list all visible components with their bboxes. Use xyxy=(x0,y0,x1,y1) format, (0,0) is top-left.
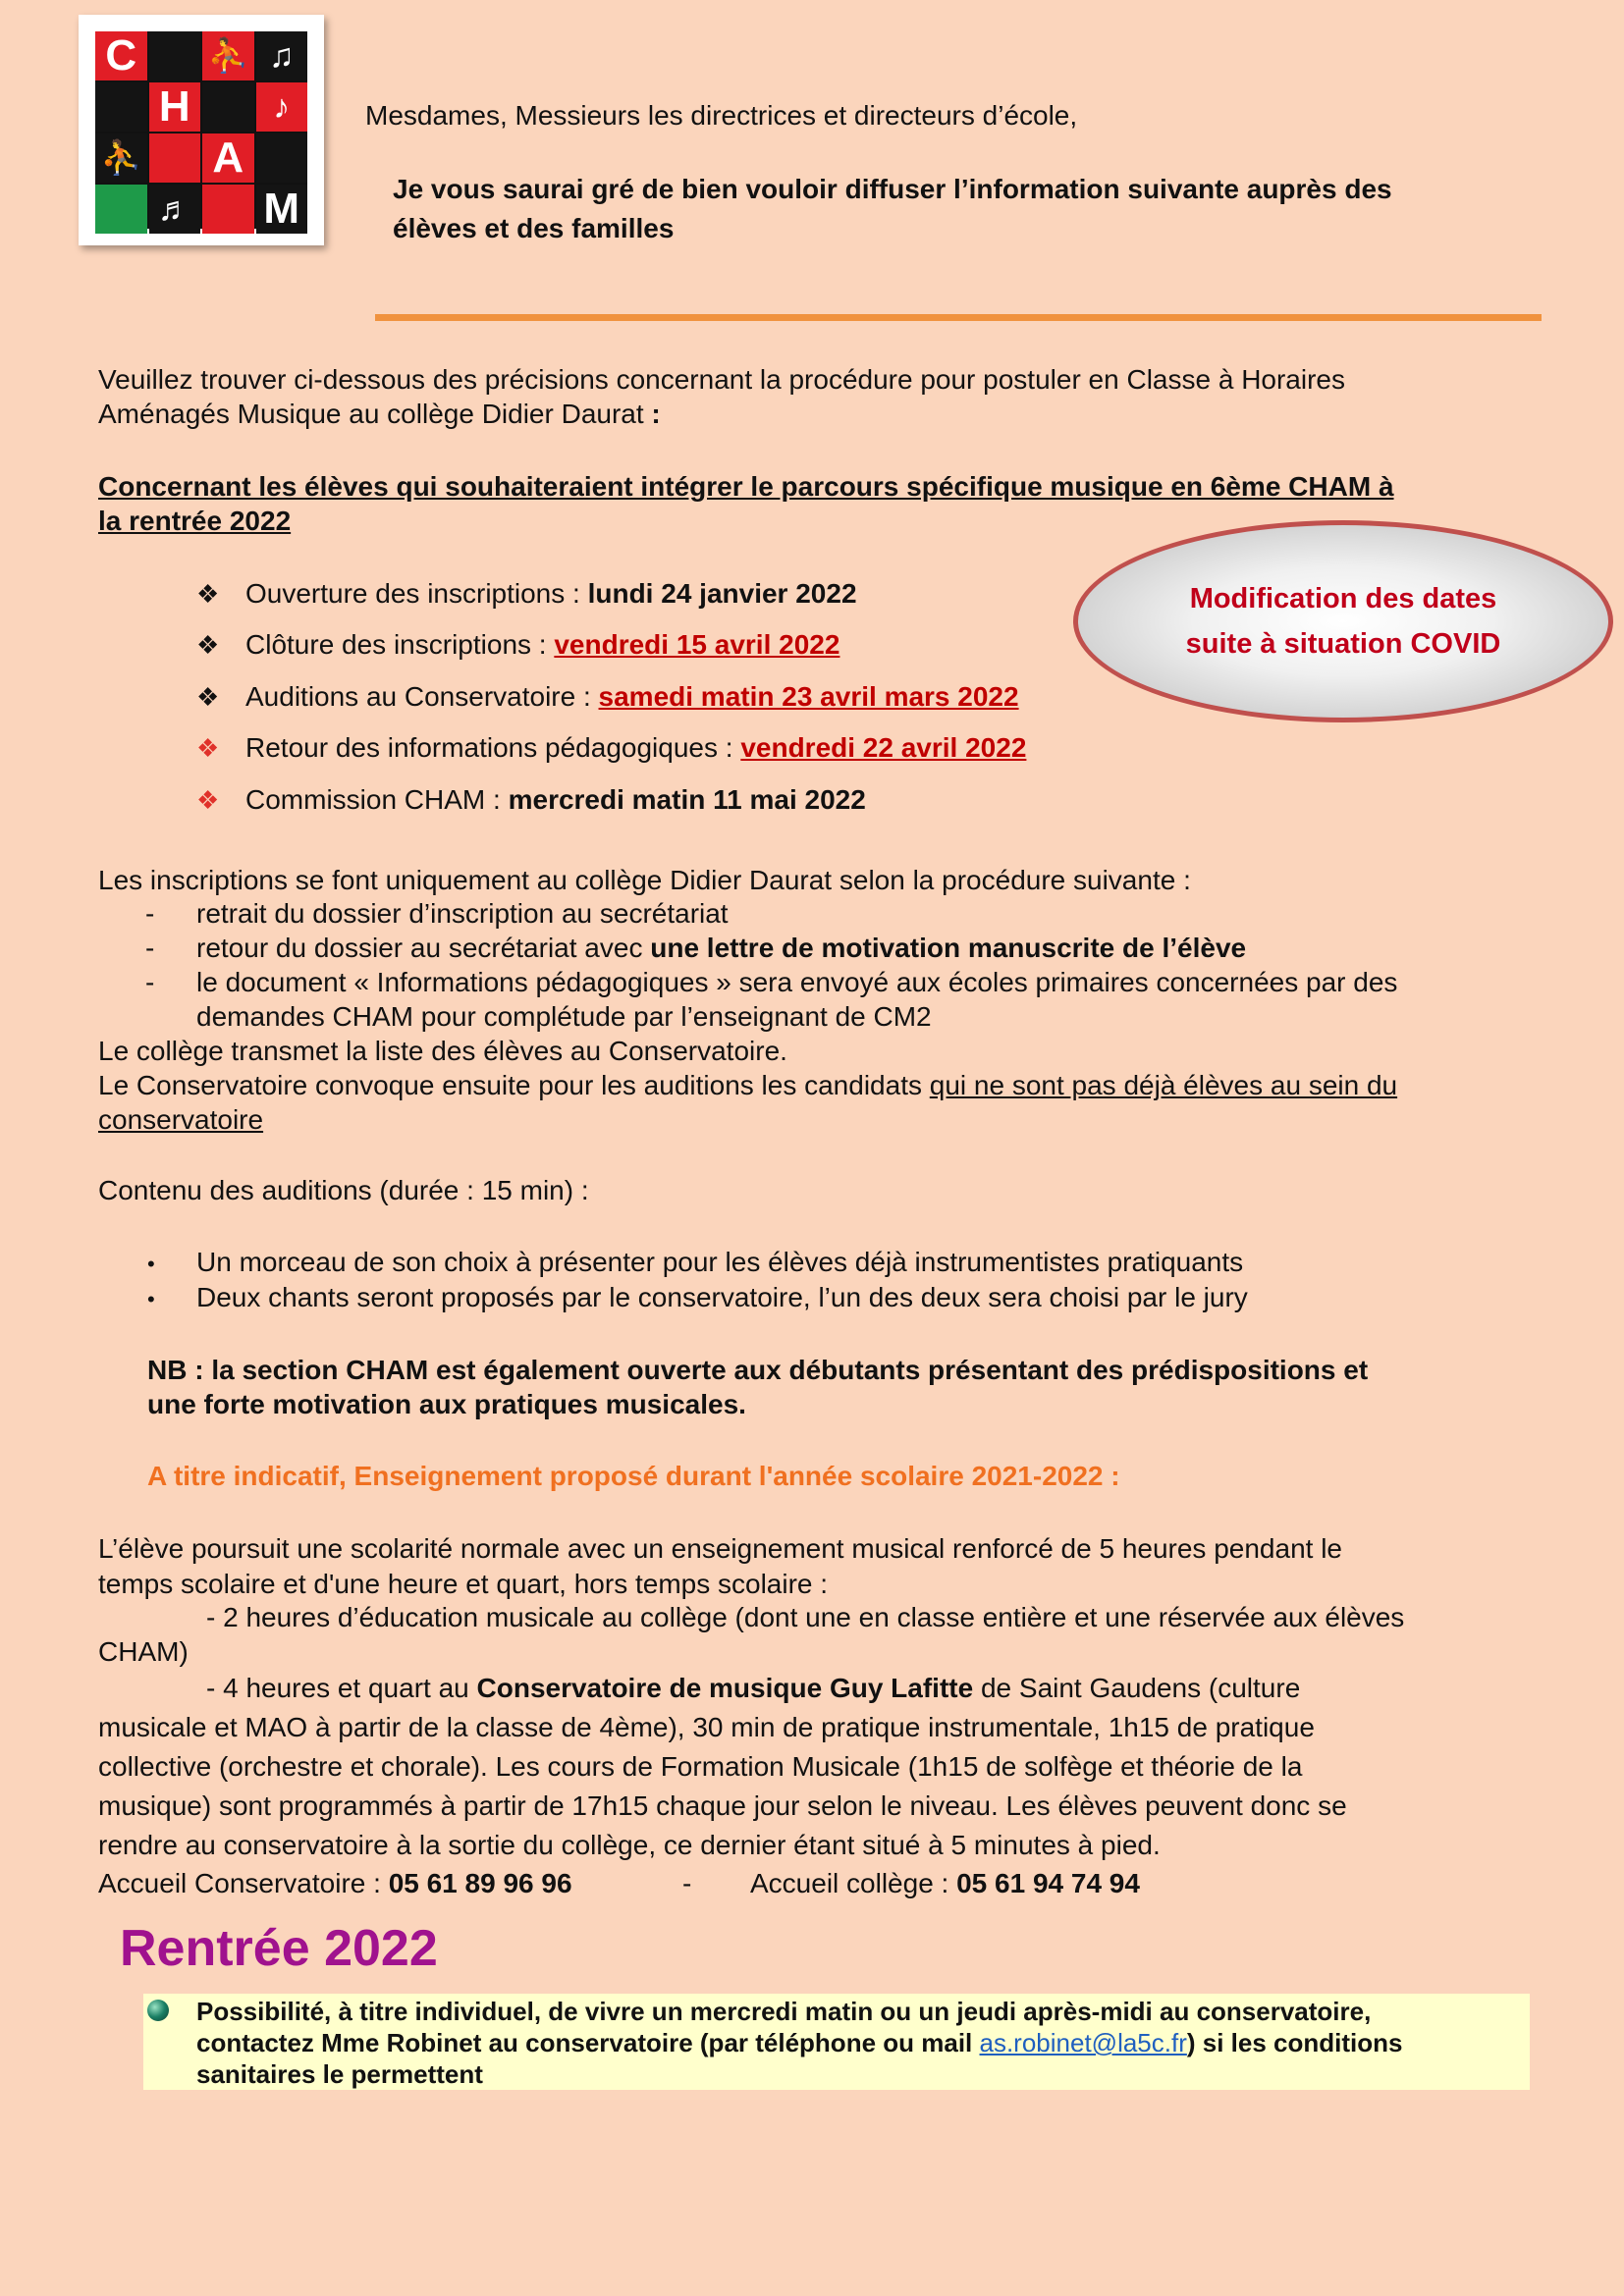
logo-cell xyxy=(256,133,308,183)
procedure-intro: Les inscriptions se font uniquement au collège Didier Daurat selon la procédure suivante : xyxy=(98,865,1191,895)
indicative-heading: A titre indicatif, Enseignement proposé durant l'année scolaire 2021-2022 : xyxy=(147,1461,1120,1491)
procedure-step-text: retour du dossier au secrétariat avec xyxy=(196,933,651,963)
logo-letter-c: C xyxy=(95,31,147,80)
section-heading-line: Concernant les élèves qui souhaiteraient intégrer le parcours spécifique musique en 6ème CHAM à xyxy=(98,471,1394,502)
logo-letter-a: A xyxy=(202,133,254,183)
contact-label: Accueil collège : xyxy=(750,1868,957,1898)
date-label: Commission CHAM : xyxy=(245,784,509,815)
violinist-icon: ♫ xyxy=(256,31,308,80)
globe-bullet-icon xyxy=(147,2000,169,2021)
curriculum-paragraph xyxy=(98,1530,1542,1865)
date-item-opening xyxy=(196,576,857,612)
logo-cell xyxy=(95,185,147,234)
covid-notice-line: suite à situation COVID xyxy=(1185,628,1501,660)
date-label: Auditions au Conservatoire : xyxy=(245,681,599,712)
procedure-step xyxy=(98,931,1532,965)
intro-text: Aménagés Musique au collège Didier Daurat xyxy=(98,399,652,429)
intro-line: Veuillez trouver ci-dessous des précisions concernant la procédure pour postuler en Classe à Horaires xyxy=(98,364,1345,395)
intro-colon: : xyxy=(651,399,661,429)
rentree-title: Rentrée 2022 xyxy=(120,1920,438,1977)
audition-item-text: Un morceau de son choix à présenter pour les élèves déjà instrumentistes pratiquants xyxy=(196,1247,1244,1277)
drummer-icon: ♪ xyxy=(256,82,308,132)
diamond-bullet-icon: ❖ xyxy=(196,579,220,609)
logo-grid xyxy=(95,31,307,233)
rentree-note-line: sanitaires le permettent xyxy=(196,2059,483,2089)
curriculum-line: musique) sont programmés à partir de 17h15 chaque jour selon le niveau. Les élèves peuvent donc se xyxy=(98,1790,1347,1821)
curriculum-line: - 2 heures d’éducation musicale au collège (dont une en classe entière et une réservée aux élèves xyxy=(206,1602,1405,1632)
intro-line xyxy=(98,397,1345,431)
rentree-note xyxy=(196,1996,1522,2090)
date-label: Retour des informations pédagogiques : xyxy=(245,732,741,763)
rentree-note-line xyxy=(196,2027,1522,2058)
audition-item xyxy=(147,1280,1248,1316)
date-label: Clôture des inscriptions : xyxy=(245,629,555,660)
curriculum-line: L’élève poursuit une scolarité normale avec un enseignement musical renforcé de 5 heures pendant le xyxy=(98,1533,1342,1564)
conservatory-name: Conservatoire de musique Guy Lafitte xyxy=(476,1673,974,1703)
request-text xyxy=(393,170,1392,248)
intro-paragraph xyxy=(98,362,1345,431)
covid-notice-oval xyxy=(1073,520,1613,722)
date-value: mercredi matin 11 mai 2022 xyxy=(508,784,866,815)
convoke-underline: qui ne sont pas déjà élèves au sein du xyxy=(929,1070,1398,1100)
dash-bullet: - xyxy=(145,898,155,929)
logo-cell xyxy=(149,133,201,183)
procedure-step-text: le document « Informations pédagogiques » sera envoyé aux écoles primaires concernées par des xyxy=(196,967,1398,997)
nb-note xyxy=(147,1353,1368,1421)
curriculum-text: de Saint Gaudens (culture xyxy=(973,1673,1301,1703)
contact-conservatoire xyxy=(98,1866,572,1900)
dancer-icon: ⛹ xyxy=(202,31,254,80)
auditions-heading: Contenu des auditions (durée : 15 min) : xyxy=(98,1175,589,1205)
transmit-line: Le collège transmet la liste des élèves au Conservatoire. xyxy=(98,1036,787,1066)
date-item-closing xyxy=(196,627,839,663)
contact-label: Accueil Conservatoire : xyxy=(98,1868,389,1898)
date-item-return xyxy=(196,730,1026,766)
college-phone: 05 61 94 74 94 xyxy=(956,1868,1140,1898)
curriculum-text: - 4 heures et quart au xyxy=(206,1673,477,1703)
date-label: Ouverture des inscriptions : xyxy=(245,578,588,609)
date-value: lundi 24 janvier 2022 xyxy=(587,578,857,609)
request-line: Je vous saurai gré de bien vouloir diffuser l’information suivante auprès des xyxy=(393,174,1392,204)
dash-bullet: - xyxy=(145,967,155,997)
contact-separator: - xyxy=(682,1868,692,1898)
convoke-line xyxy=(98,1068,1542,1102)
procedure-step xyxy=(98,896,1532,931)
logo-letter-h: H xyxy=(149,82,201,132)
email-link[interactable]: as.robinet@la5c.fr xyxy=(979,2028,1187,2057)
convoke-text: Le Conservatoire convoque ensuite pour les auditions les candidats xyxy=(98,1070,930,1100)
curriculum-line: collective (orchestre et chorale). Les cours de Formation Musicale (1h15 de solfège et théorie de la xyxy=(98,1751,1303,1782)
curriculum-line: musicale et MAO à partir de la classe de 4ème), 30 min de pratique instrumentale, 1h15 de pratique xyxy=(98,1712,1315,1742)
contact-college xyxy=(750,1866,1140,1900)
section-heading-line: la rentrée 2022 xyxy=(98,506,292,536)
diamond-bullet-icon: ❖ xyxy=(196,682,220,712)
logo-cell xyxy=(149,31,201,80)
logo-cell xyxy=(95,82,147,132)
dot-bullet: • xyxy=(147,1287,155,1311)
audition-item xyxy=(147,1245,1243,1281)
procedure-step-text: demandes CHAM pour complétude par l’enseignant de CM2 xyxy=(196,1001,932,1032)
nb-line: NB : la section CHAM est également ouverte aux débutants présentant des prédispositions et xyxy=(147,1355,1369,1385)
curriculum-line: temps scolaire et d'une heure et quart, hors temps scolaire : xyxy=(98,1569,829,1599)
dot-bullet: • xyxy=(147,1252,155,1276)
date-item-auditions xyxy=(196,679,1019,715)
greeting: Mesdames, Messieurs les directrices et directeurs d’école, xyxy=(365,100,1078,131)
convoke-paragraph xyxy=(98,1068,1542,1137)
curriculum-line: CHAM) xyxy=(98,1636,189,1667)
dash-bullet: - xyxy=(145,933,155,963)
dancer-icon: ⛹ xyxy=(95,133,147,183)
procedure-step xyxy=(98,965,1532,999)
diamond-bullet-icon: ❖ xyxy=(196,733,220,763)
rentree-note-box xyxy=(143,1994,1530,2090)
conservatoire-phone: 05 61 89 96 96 xyxy=(388,1868,572,1898)
procedure-step-bold: une lettre de motivation manuscrite de l’élève xyxy=(650,933,1247,963)
rentree-note-line: Possibilité, à titre individuel, de vivre un mercredi matin ou un jeudi après-midi au conservatoire, xyxy=(196,1997,1372,2026)
diamond-bullet-icon: ❖ xyxy=(196,630,220,660)
procedure-step-text: retrait du dossier d’inscription au secrétariat xyxy=(196,898,729,929)
curriculum-line xyxy=(98,1669,1542,1708)
convoke-underline: conservatoire xyxy=(98,1104,264,1135)
covid-notice-line: Modification des dates xyxy=(1189,583,1497,614)
logo-cell xyxy=(202,82,254,132)
header-rule xyxy=(375,314,1542,321)
request-line: élèves et des familles xyxy=(393,213,675,243)
rentree-note-text: contactez Mme Robinet au conservatoire (par téléphone ou mail xyxy=(196,2028,980,2057)
date-item-commission xyxy=(196,782,866,818)
date-value: samedi matin 23 avril mars 2022 xyxy=(598,681,1019,712)
procedure-step-continued xyxy=(98,999,1532,1034)
diamond-bullet-icon: ❖ xyxy=(196,785,220,815)
cellist-icon: ♬ xyxy=(149,185,201,234)
cham-logo xyxy=(79,15,324,245)
date-value: vendredi 15 avril 2022 xyxy=(554,629,840,660)
date-value: vendredi 22 avril 2022 xyxy=(740,732,1027,763)
curriculum-line: rendre au conservatoire à la sortie du collège, ce dernier étant situé à 5 minutes à pied. xyxy=(98,1830,1161,1860)
audition-item-text: Deux chants seront proposés par le conservatoire, l’un des deux sera choisi par le jury xyxy=(196,1282,1248,1312)
rentree-note-text: ) si les conditions xyxy=(1186,2028,1403,2057)
logo-cell xyxy=(202,185,254,234)
logo-letter-m: M xyxy=(256,185,308,234)
nb-line: une forte motivation aux pratiques musicales. xyxy=(147,1389,746,1419)
